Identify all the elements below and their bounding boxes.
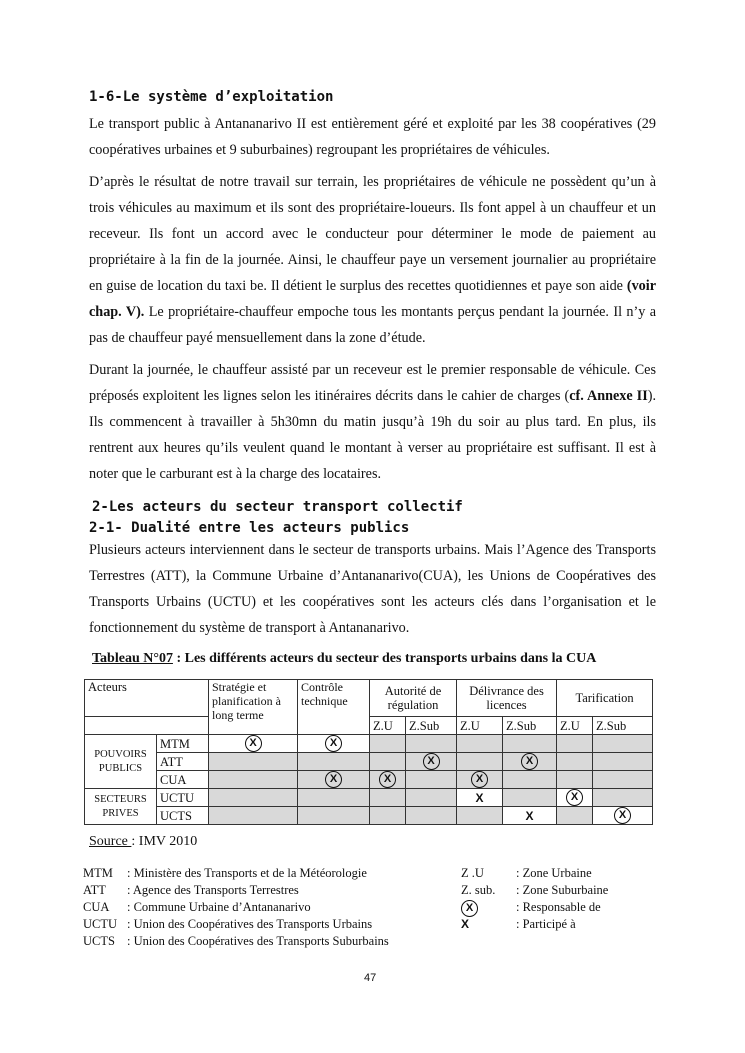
- legend-item: ATT : Agence des Transports Terrestres: [83, 883, 299, 897]
- table-row: [85, 807, 653, 825]
- legend-symbols: [461, 865, 608, 933]
- section-heading-2: 2-Les acteurs du secteur transport collectif: [92, 499, 463, 515]
- cell: X: [298, 735, 370, 753]
- row-label: ATT: [157, 753, 209, 771]
- header-zsub: Z.Sub: [406, 717, 457, 735]
- table-row: [85, 753, 653, 771]
- section-heading-2-1: 2-1- Dualité entre les acteurs publics: [89, 520, 410, 536]
- section-heading-1-6: 1-6-Le système d’exploitation: [89, 89, 334, 105]
- header-zsub: Z.Sub: [503, 717, 557, 735]
- legend-item: UCTS : Union des Coopératives des Transports Suburbains: [83, 934, 389, 948]
- section-2-1-body: [89, 537, 656, 641]
- cell: X: [457, 771, 503, 789]
- table-caption: Tableau N°07 : Les différents acteurs du secteur des transports urbains dans la CUA: [92, 651, 597, 666]
- header-zu: Z.U: [557, 717, 593, 735]
- actors-table: [84, 679, 653, 825]
- header-zsub: Z.Sub: [593, 717, 653, 735]
- cell: X: [370, 771, 406, 789]
- legend-item: X : Responsable de: [461, 899, 608, 916]
- cell: X: [298, 771, 370, 789]
- group-pouvoirs-publics: POUVOIRS PUBLICS: [85, 735, 157, 789]
- paragraph: D’après le résultat de notre travail sur terrain, les propriétaires de véhicule ne possèdent qu’un à trois véhicules au maximum et ils sont des propriétaire-loueurs. Ils font appel à un chauffeur et un receveur. Ils font un accord avec le conducteur pour déterminer le mode de paiement au propriétaire à la fin de la journée. Ainsi, le chauffeur paye un versement journalier au propriétaire en guise de location du taxi be. Il détient le surplus des recettes quotidiennes et paye son aide (voir chap. V). Le propriétaire-chauffeur empoche tous les montants perçus pendant la journée. Il n’y a pas de chauffeur payé mensuellement dans la zone d’étude.: [89, 174, 656, 346]
- header-delivrance: Délivrance des licences: [457, 680, 557, 717]
- cell: X: [406, 753, 457, 771]
- header-controle: Contrôle technique: [298, 680, 370, 735]
- header-zu: Z.U: [457, 717, 503, 735]
- legend-item: CUA : Commune Urbaine d’Antananarivo: [83, 900, 311, 914]
- row-label: MTM: [157, 735, 209, 753]
- cell: X: [503, 807, 557, 825]
- circled-x-icon: X: [461, 900, 478, 917]
- paragraph: Le transport public à Antananarivo II est entièrement géré et exploité par les 38 coopératives (29 coopératives urbaines et 9 suburbaines) regroupant les propriétaires de véhicules.: [89, 116, 656, 158]
- header-acteurs: Acteurs: [85, 680, 209, 717]
- legend-item: Z. sub. : Zone Suburbaine: [461, 883, 609, 897]
- legend-item: UCTU : Union des Coopératives des Transports Urbains: [83, 917, 373, 931]
- legend-abbreviations: [83, 865, 389, 950]
- paragraph: Durant la journée, le chauffeur assisté par un receveur est le premier responsable de véhicule. Ces préposés exploitent les lignes selon les itinéraires décrits dans le cahier de charges (cf. Annexe II). Ils commencent à travailler à 5h30mn du matin jusqu’à 19h du soir au plus tard. En plus, ils rentrent aux heures qu’ils veulent quand le montant à verser au propriétaire est suffisant. Il est à noter que le carburant est à la charge des locataires.: [89, 362, 657, 482]
- header-strategie: Stratégie et planification à long terme: [209, 680, 298, 735]
- page-number: 47: [364, 972, 377, 984]
- header-acteurs-blank: [85, 717, 209, 735]
- group-secteurs-prives: SECTEURS PRIVES: [85, 789, 157, 825]
- legend-item: Z .U : Zone Urbaine: [461, 866, 592, 880]
- cell: X: [593, 807, 653, 825]
- row-label: UCTU: [157, 789, 209, 807]
- cell: X: [209, 735, 298, 753]
- legend-item: X : Participé à: [461, 917, 576, 931]
- table-row: [85, 735, 653, 753]
- cell: X: [503, 753, 557, 771]
- section-1-6-body: [89, 111, 656, 487]
- table-source: Source : IMV 2010: [89, 834, 198, 849]
- row-label: CUA: [157, 771, 209, 789]
- x-icon: X: [461, 917, 470, 931]
- row-label: UCTS: [157, 807, 209, 825]
- table-row: [85, 771, 653, 789]
- cell: X: [557, 789, 593, 807]
- table-row: [85, 789, 653, 807]
- header-autorite: Autorité de régulation: [370, 680, 457, 717]
- header-tarification: Tarification: [557, 680, 653, 717]
- header-zu: Z.U: [370, 717, 406, 735]
- cell: X: [457, 789, 503, 807]
- paragraph: Plusieurs acteurs interviennent dans le secteur de transports urbains. Mais l’Agence des Transports Terrestres (ATT), la Commune Urbaine d’Antananarivo(CUA), les Unions de Coopératives des Transports Urbains (UCTU) et les coopératives sont les acteurs clés dans l’organisation et le fonctionnement du système de transport à Antananarivo.: [89, 542, 656, 636]
- legend-item: MTM : Ministère des Transports et de la Météorologie: [83, 866, 367, 880]
